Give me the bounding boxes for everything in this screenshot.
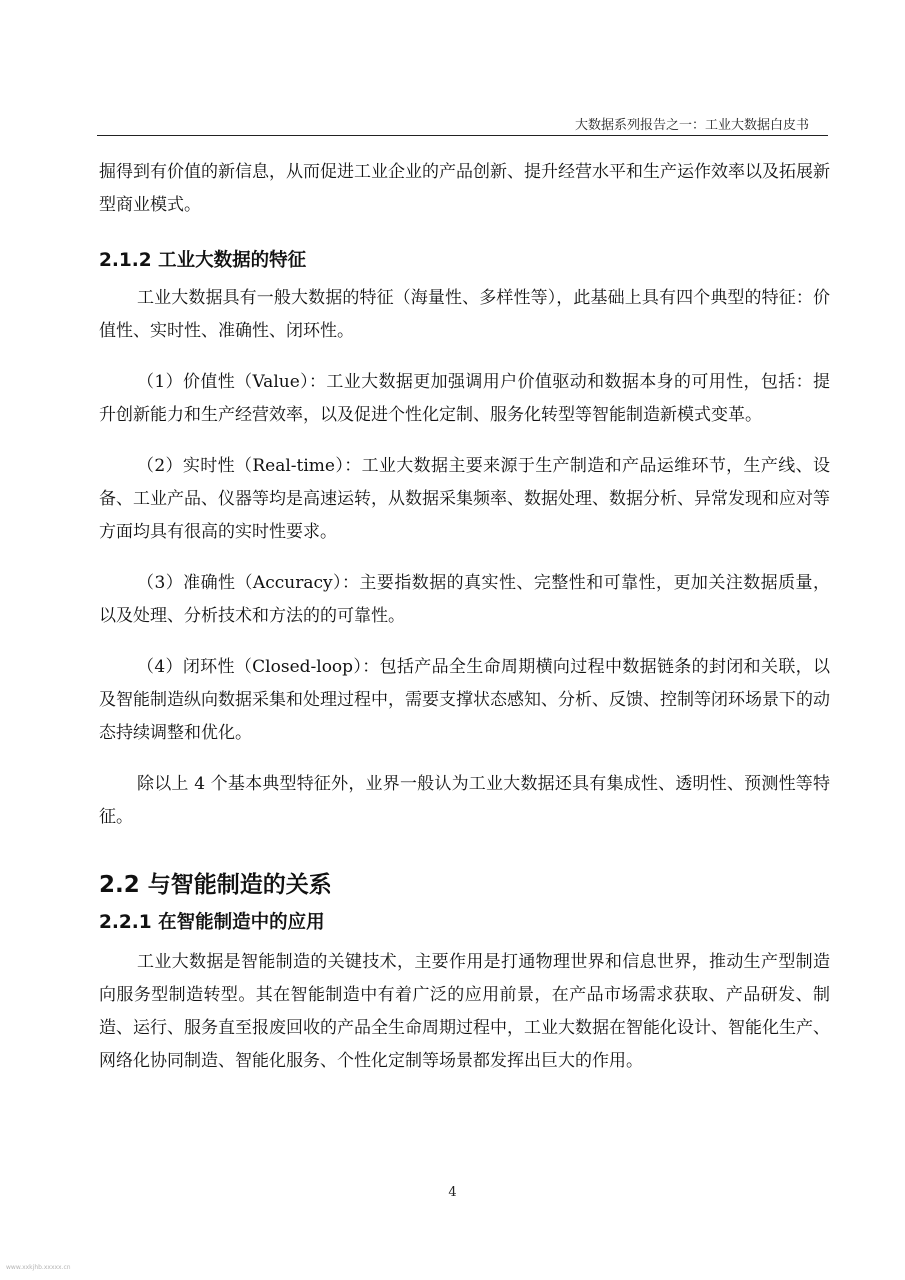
paragraph-continuation: 掘得到有价值的新信息，从而促进工业企业的产品创新、提升经营水平和生产运作效率以及拓展新型商业模式。	[99, 162, 830, 215]
section-heading-2-1-2: 2.1.2 工业大数据的特征	[99, 250, 307, 271]
paragraph-closed-loop: （4）闭环性（Closed-loop）：包括产品全生命周期横向过程中数据链条的封闭和关联，以及智能制造纵向数据采集和处理过程中，需要支撑状态感知、分析、反馈、控制等闭环场景下的动态持续调整和优化。	[99, 657, 830, 743]
section-heading-2-2: 2.2 与智能制造的关系	[99, 872, 332, 898]
running-header: 大数据系列报告之一：工业大数据白皮书	[574, 118, 809, 133]
page-body	[99, 156, 830, 1078]
paragraph-value: （1）价值性（Value）：工业大数据更加强调用户价值驱动和数据本身的可用性，包括：提升创新能力和生产经营效率，以及促进个性化定制、服务化转型等智能制造新模式变革。	[99, 372, 830, 425]
page-number: 4	[448, 1185, 457, 1200]
watermark-text: www.xxkjhb.xxxxx.cn	[6, 1264, 71, 1271]
section-heading-2-2-1: 2.2.1 在智能制造中的应用	[99, 912, 325, 933]
paragraph-real-time: （2）实时性（Real-time）：工业大数据主要来源于生产制造和产品运维环节，生产线、设备、工业产品、仪器等均是高速运转，从数据采集频率、数据处理、数据分析、异常发现和应对等方面均具有很高的实时性要求。	[99, 456, 830, 542]
header-divider	[97, 135, 828, 136]
paragraph-other-features: 除以上 4 个基本典型特征外，业界一般认为工业大数据还具有集成性、透明性、预测性等特征。	[99, 774, 830, 827]
paragraph-accuracy: （3）准确性（Accuracy）：主要指数据的真实性、完整性和可靠性，更加关注数据质量，以及处理、分析技术和方法的的可靠性。	[99, 573, 830, 626]
paragraph-application: 工业大数据是智能制造的关键技术，主要作用是打通物理世界和信息世界，推动生产型制造向服务型制造转型。其在智能制造中有着广泛的应用前景，在产品市场需求获取、产品研发、制造、运行、服务直至报废回收的产品全生命周期过程中，工业大数据在智能化设计、智能化生产、网络化协同制造、智能化服务、个性化定制等场景都发挥出巨大的作用。	[99, 952, 830, 1071]
paragraph-features-intro: 工业大数据具有一般大数据的特征（海量性、多样性等），此基础上具有四个典型的特征：价值性、实时性、准确性、闭环性。	[99, 288, 830, 341]
